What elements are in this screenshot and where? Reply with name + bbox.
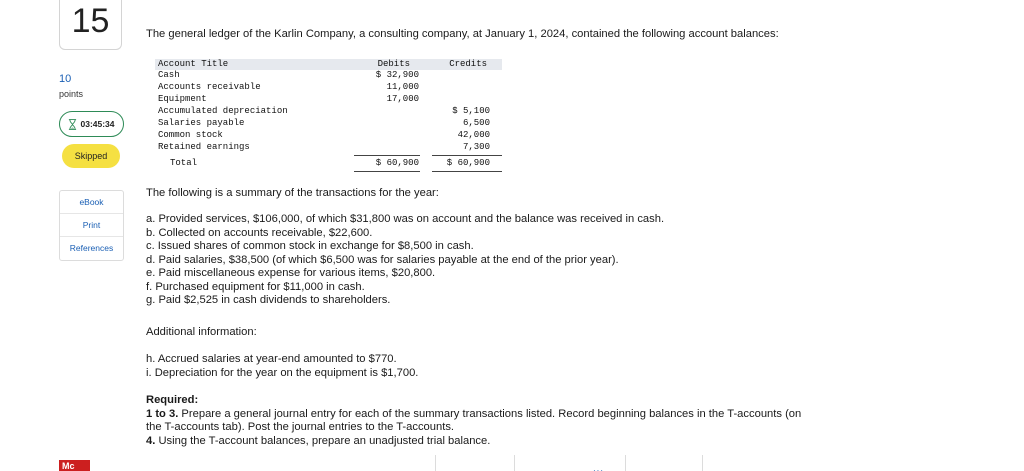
print-link[interactable]: Print [60,214,123,237]
total-label: Total [170,158,198,168]
points-value: 10 [59,73,72,85]
mcgraw-hill-logo: Mc [59,460,90,471]
more-dots-icon[interactable]: ··· [593,466,604,471]
account-title: Cash [158,70,180,80]
required-item-number: 4. [146,434,156,447]
transaction-item: d. Paid salaries, $38,500 (of which $6,500 was for salaries payable at the end of the prior year). [146,253,619,266]
account-title: Salaries payable [158,118,245,128]
account-title: Accumulated depreciation [158,106,288,116]
header-credits: Credits [449,59,487,69]
transaction-item: f. Purchased equipment for $11,000 in cash. [146,280,365,293]
account-title: Common stock [158,130,223,140]
account-title: Retained earnings [158,142,250,152]
required-section [146,394,801,448]
tab-divider [702,455,703,471]
table-row [155,94,502,106]
credit-value: $ 5,100 [452,106,490,116]
required-item-text: Prepare a general journal entry for each of the summary transactions listed. Record beginning balances in the T-accounts (on [178,407,802,420]
transactions-heading: The following is a summary of the transactions for the year: [146,187,439,199]
bottom-tab-bar [0,455,1024,471]
side-links [59,190,124,261]
table-row [155,118,502,130]
question-number: 15 [59,0,122,50]
required-heading: Required: [146,394,199,406]
debit-value: 17,000 [386,94,419,104]
table-header [155,59,502,70]
intro-text: The general ledger of the Karlin Company, a consulting company, at January 1, 2024, contained the following account balances: [146,28,779,40]
table-row [155,70,502,82]
additional-list [146,353,418,380]
hourglass-icon [68,119,77,130]
total-credit: $ 60,900 [446,158,490,168]
table-row [155,142,502,154]
account-title: Accounts receivable [158,82,261,92]
total-debit: $ 60,900 [375,158,419,168]
account-title: Equipment [158,94,207,104]
additional-item: i. Depreciation for the year on the equipment is $1,700. [146,366,419,379]
transactions-section [146,187,439,201]
references-link[interactable]: References [69,243,114,253]
transactions-list [146,213,664,308]
total-row [155,156,502,170]
timer[interactable] [59,111,124,137]
transaction-item: a. Provided services, $106,000, of which $31,800 was on account and the balance was received in cash. [146,213,665,225]
required-item-text: Using the T-account balances, prepare an unadjusted trial balance. [155,434,491,447]
tab-divider [435,455,436,471]
table-row [155,130,502,142]
header-account-title: Account Title [158,59,229,69]
total-divider-debit [354,155,420,156]
tab-divider [514,455,515,471]
table-row [155,106,502,118]
transaction-item: c. Issued shares of common stock in exchange for $8,500 in cash. [146,240,474,252]
debit-value: $ 32,900 [375,70,419,80]
credit-value: 42,000 [457,130,490,140]
total-underline-debit [354,171,420,172]
header-debits: Debits [377,59,410,69]
additional-section [146,326,257,340]
total-divider-credit [432,155,502,156]
additional-item: h. Accrued salaries at year-end amounted to $770. [146,353,397,365]
account-balances-table [155,59,502,170]
points-label: points [59,89,84,99]
additional-heading: Additional information: [146,326,257,338]
transaction-item: b. Collected on accounts receivable, $22,600. [146,226,373,239]
transaction-item: e. Paid miscellaneous expense for various items, $20,800. [146,267,436,279]
table-row [155,82,502,94]
transaction-item: g. Paid $2,525 in cash dividends to shareholders. [146,294,391,306]
required-item-text-cont: the T-accounts tab). Post the journal entries to the T-accounts. [146,421,455,433]
ebook-link[interactable]: eBook [60,191,123,214]
debit-value: 11,000 [386,82,419,92]
credit-value: 6,500 [462,118,490,128]
total-underline-credit [432,171,502,172]
tab-divider [625,455,626,471]
credit-value: 7,300 [462,142,490,152]
skipped-badge: Skipped [62,144,120,168]
timer-value: 03:45:34 [80,119,115,129]
required-item-number: 1 to 3. [146,407,179,420]
